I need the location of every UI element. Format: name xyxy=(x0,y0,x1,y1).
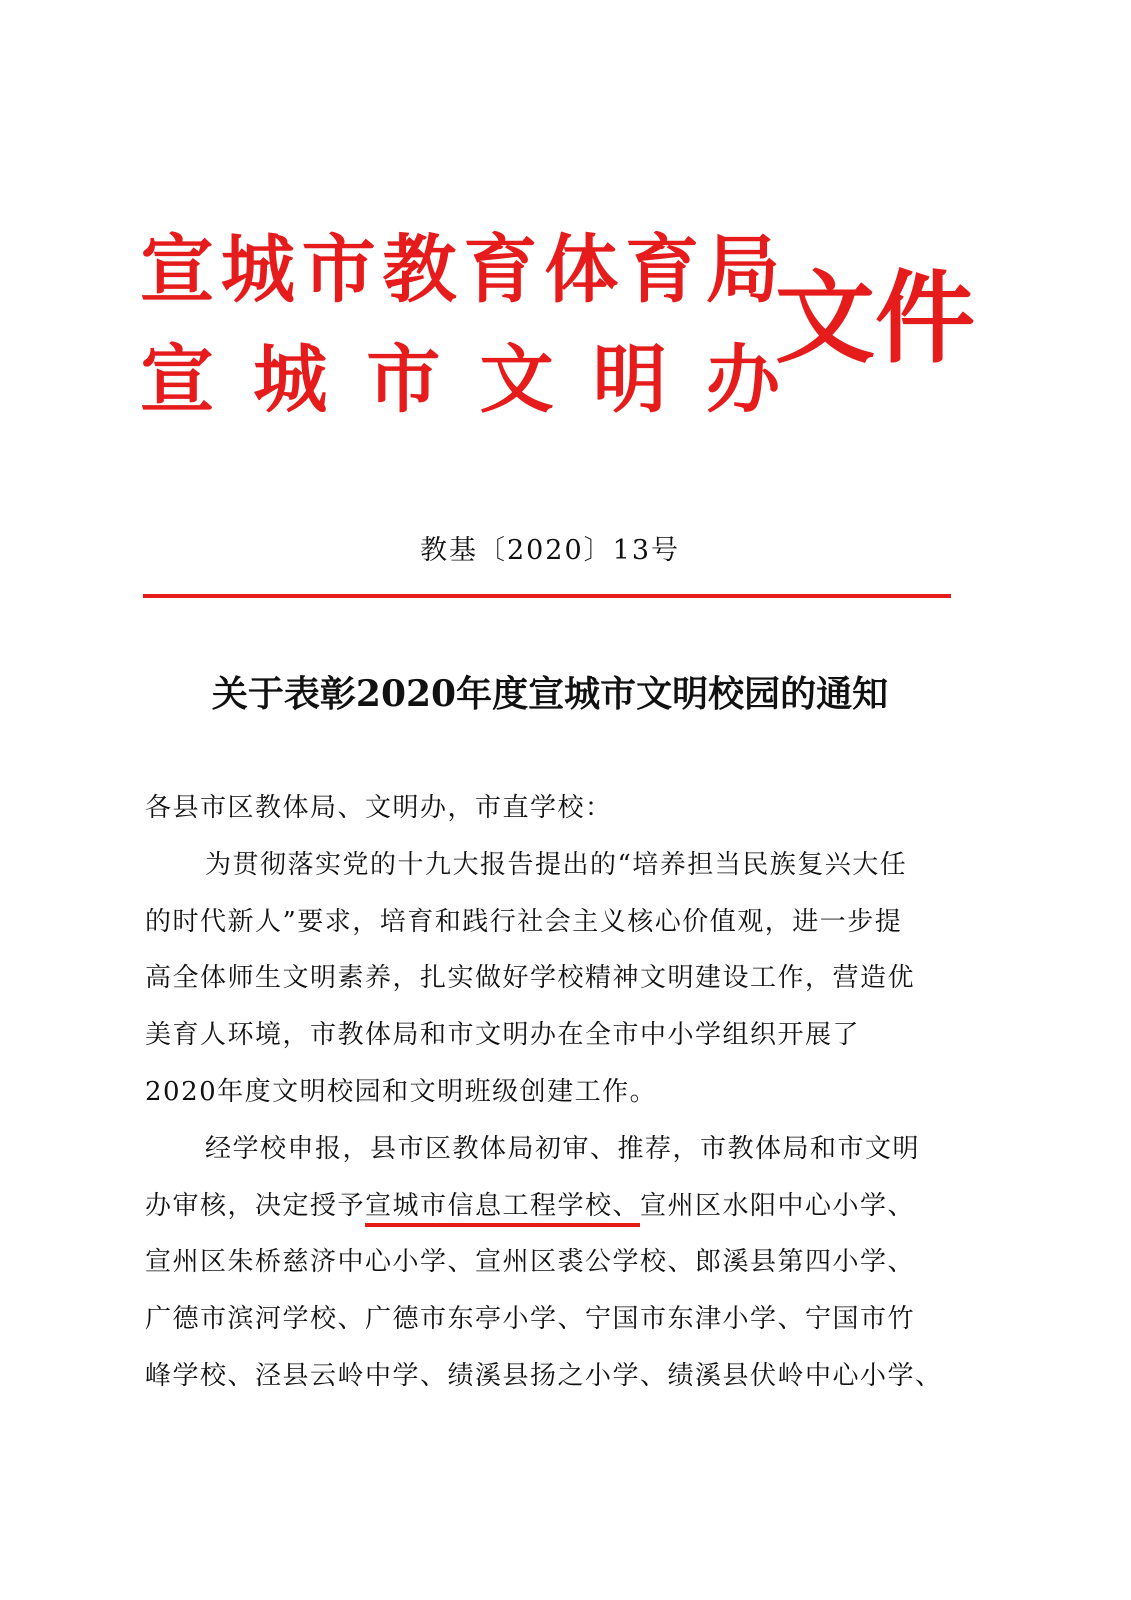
paragraph-line-highlighted xyxy=(145,1178,965,1235)
issuer-char: 市 xyxy=(366,337,441,423)
document-body xyxy=(145,780,965,1405)
text-segment: 宣州区水阳中心小学、 xyxy=(640,1190,916,1221)
paragraph-line: 为贯彻落实党的十九大报告提出的“培养担当民族复兴大任 xyxy=(205,849,908,880)
paragraph-line: 峰学校、泾县云岭中学、绩溪县扬之小学、绩溪县伏岭中心小学、 xyxy=(145,1360,943,1391)
underlined-school-name: 宣城市信息工程学校、 xyxy=(365,1191,640,1227)
text-segment: 办审核，决定授予 xyxy=(145,1190,366,1221)
paragraph-line: 2020年度文明校园和文明班级创建工作。 xyxy=(145,1076,658,1107)
issuer-char: 市 xyxy=(301,227,376,313)
paragraph-line: 经学校申报，县市区教体局初审、推荐，市教体局和市文明 xyxy=(205,1133,921,1164)
document-number: 教基〔2020〕13号 xyxy=(419,535,681,566)
issuer-block xyxy=(140,215,780,435)
issuer-char: 明 xyxy=(592,337,667,423)
issuer-char: 城 xyxy=(253,337,328,423)
issuer-line-education-bureau xyxy=(140,215,780,325)
issuer-char: 育 xyxy=(463,227,538,313)
paragraph-line: 的时代新人”要求，培育和践行社会主义核心价值观，进一步提 xyxy=(145,906,903,937)
document-type-label: 文件 xyxy=(775,259,975,377)
issuer-char: 育 xyxy=(625,227,700,313)
paragraph-line: 高全体师生文明素养，扎实做好学校精神文明建设工作，营造优 xyxy=(145,963,916,994)
paragraph-line: 美育人环境，市教体局和市文明办在全市中小学组织开展了 xyxy=(145,1020,861,1051)
issuer-char: 办 xyxy=(705,337,780,423)
issuer-line-civilization-office xyxy=(140,325,780,435)
issuer-char: 宣 xyxy=(140,227,214,313)
salutation: 各县市区教体局、文明办，市直学校： xyxy=(145,793,613,823)
notice-title: 关于表彰2020年度宣城市文明校园的通知 xyxy=(211,673,889,715)
issuer-char: 局 xyxy=(705,227,780,313)
issuer-char: 教 xyxy=(382,227,457,313)
red-divider xyxy=(143,594,951,598)
issuer-char: 城 xyxy=(220,227,295,313)
issuer-char: 宣 xyxy=(140,337,214,423)
paragraph-line: 宣州区朱桥慈济中心小学、宣州区裘公学校、郎溪县第四小学、 xyxy=(145,1247,916,1278)
issuer-char: 体 xyxy=(544,227,619,313)
issuer-char: 文 xyxy=(479,337,554,423)
paragraph-line: 广德市滨河学校、广德市东亭小学、宁国市东津小学、宁国市竹 xyxy=(145,1304,916,1335)
